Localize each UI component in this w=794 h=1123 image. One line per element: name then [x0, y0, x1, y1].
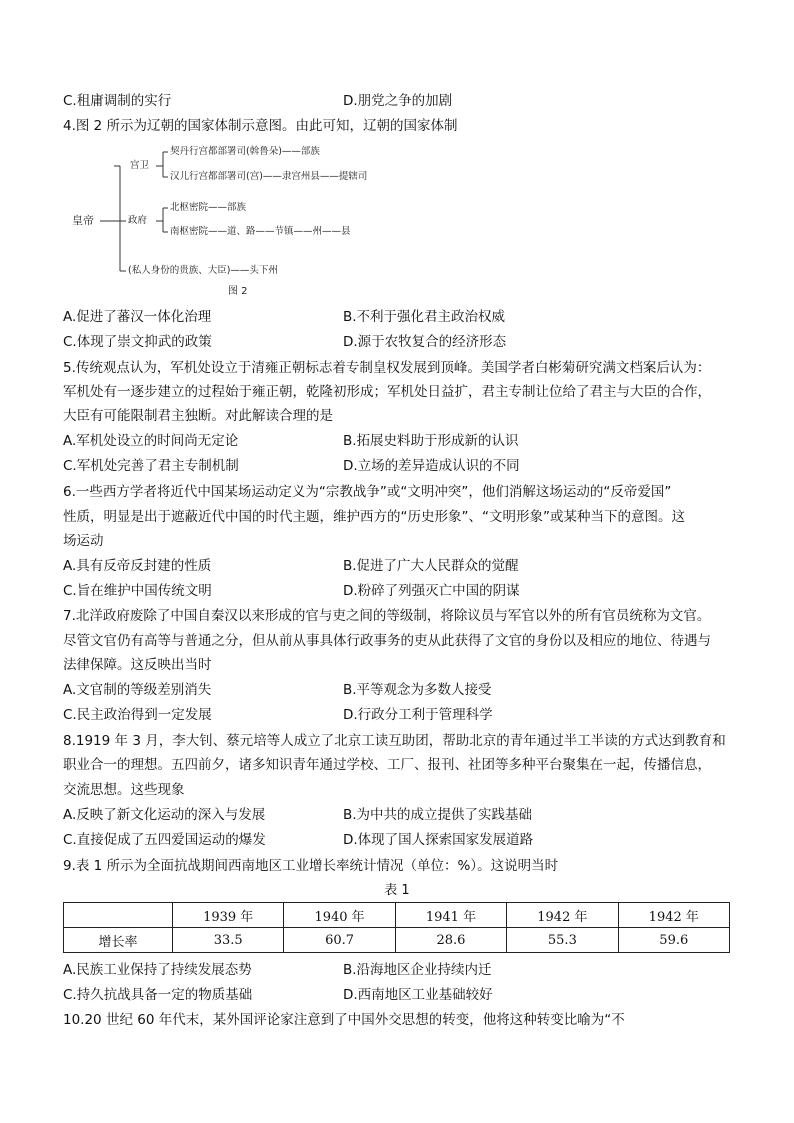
- q4-option-b: B.不利于强化君主政治权威: [343, 309, 506, 325]
- table-header-cell: 1939 年: [173, 903, 284, 928]
- table-cell: 28.6: [395, 928, 506, 953]
- table-header-cell: 1940 年: [284, 903, 395, 928]
- q4-option-a: A.促进了蕃汉一体化治理: [63, 309, 212, 325]
- q5-option-d: D.立场的差异造成认识的不同: [343, 458, 520, 474]
- q8-option-a: A.反映了新文化运动的深入与发展: [63, 807, 266, 823]
- q6-stem-line2: 性质，明显是出于遮蔽近代中国的时代主题，维护西方的“历史形象”、“文明形象”或某种当下的意图。这: [63, 509, 685, 525]
- diagram-branch-government: 政府: [128, 215, 148, 226]
- table-row: [64, 928, 730, 953]
- table-row-label: 增长率: [64, 928, 173, 953]
- q7-stem-line2: 尽管文官仍有高等与普通之分，但从前从事具体行政事务的吏从此获得了文官的身份以及相应的地位、待遇与: [63, 633, 711, 649]
- diagram-guard-han: 汉儿行宫都部署司(宫)——隶宫州县——提辖司: [170, 171, 368, 182]
- table-cell: 60.7: [284, 928, 395, 953]
- table-cell: 55.3: [507, 928, 618, 953]
- diagram-gov-north: 北枢密院——部族: [170, 202, 247, 213]
- q5-stem-line3: 大臣有可能限制君主独断。对此解读合理的是: [63, 408, 333, 424]
- table-caption: 表 1: [384, 883, 410, 898]
- q4-option-d: D.源于农牧复合的经济形态: [343, 334, 507, 350]
- q7-option-c: C.民主政治得到一定发展: [63, 707, 212, 723]
- q9-stem: 9.表 1 所示为全面抗战期间西南地区工业增长率统计情况（单位：%）。这说明当时: [63, 858, 559, 874]
- q6-option-a: A.具有反帝反封建的性质: [63, 558, 212, 574]
- q9-option-c: C.持久抗战具备一定的物质基础: [63, 987, 253, 1003]
- q10-stem-line1: 10.20 世纪 60 年代末，某外国评论家注意到了中国外交思想的转变，他将这种转变比喻为“不: [63, 1012, 625, 1028]
- prev-option-c: C.租庸调制的实行: [63, 93, 172, 109]
- q6-option-c: C.旨在维护中国传统文明: [63, 583, 212, 599]
- diagram-guard-khitan: 契丹行宫都部署司(斡鲁朵)——部族: [170, 146, 320, 157]
- growth-rate-table: [63, 902, 730, 953]
- q7-option-a: A.文官制的等级差别消失: [63, 682, 212, 698]
- table-header-row: [64, 903, 730, 928]
- diagram-branch-guard: 宫卫: [130, 160, 150, 171]
- q5-option-b: B.拓展史料助于形成新的认识: [343, 433, 519, 449]
- diagram-root-emperor: 皇帝: [72, 214, 94, 227]
- q4-stem: 4.图 2 所示为辽朝的国家体制示意图。由此可知，辽朝的国家体制: [63, 118, 458, 134]
- table-header-cell: 1941 年: [395, 903, 506, 928]
- q4-option-c: C.体现了崇文抑武的政策: [63, 334, 212, 350]
- q7-option-d: D.行政分工利于管理科学: [343, 707, 493, 723]
- table-header-cell: [64, 903, 173, 928]
- prev-option-d: D.朋党之争的加剧: [343, 93, 453, 109]
- q8-option-c: C.直接促成了五四爱国运动的爆发: [63, 832, 266, 848]
- table-header-cell: 1942 年: [618, 903, 729, 928]
- table-cell: 59.6: [618, 928, 729, 953]
- q8-stem-line2: 职业合一的理想。五四前夕，诸多知识青年通过学校、工厂、报刊、社团等多种平台聚集在一起，传播信息，: [63, 757, 711, 773]
- q8-option-b: B.为中共的成立提供了实践基础: [343, 807, 533, 823]
- table-header-cell: 1942 年: [507, 903, 618, 928]
- q9-option-d: D.西南地区工业基础较好: [343, 987, 493, 1003]
- q6-option-d: D.粉碎了列强灭亡中国的阴谋: [343, 583, 520, 599]
- liao-state-system-diagram: [60, 140, 420, 302]
- q9-option-b: B.沿海地区企业持续内迁: [343, 962, 492, 978]
- q8-stem-line3: 交流思想。这些现象: [63, 782, 185, 798]
- diagram-gov-south: 南枢密院——道、路——节镇——州——县: [170, 226, 351, 237]
- q9-option-a: A.民族工业保持了持续发展态势: [63, 962, 252, 978]
- q8-option-d: D.体现了国人探索国家发展道路: [343, 832, 534, 848]
- diagram-caption: 图 2: [228, 286, 248, 297]
- q6-stem-line3: 场运动: [63, 533, 104, 549]
- diagram-branch-private: (私人身份的贵族、大臣)——头下州: [128, 265, 278, 276]
- q6-stem-line1: 6.一些西方学者将近代中国某场运动定义为“宗教战争”或“文明冲突”，他们消解这场运动的“反帝爱国”: [63, 484, 672, 500]
- q7-stem-line1: 7.北洋政府废除了中国自秦汉以来形成的官与吏之间的等级制，将除议员与军官以外的所有官员统称为文官。: [63, 608, 711, 624]
- q5-option-a: A.军机处设立的时间尚无定论: [63, 433, 239, 449]
- table-cell: 33.5: [173, 928, 284, 953]
- q7-stem-line3: 法律保障。这反映出当时: [63, 657, 212, 673]
- q6-option-b: B.促进了广大人民群众的觉醒: [343, 558, 519, 574]
- q5-stem-line2: 军机处有一逐步建立的过程始于雍正朝，乾隆初形成；军机处日益扩，君主专制让位给了君主与大臣的合作，: [63, 384, 711, 400]
- q5-option-c: C.军机处完善了君主专制机制: [63, 458, 239, 474]
- q5-stem-line1: 5.传统观点认为，军机处设立于清雍正朝标志着专制皇权发展到顶峰。美国学者白彬菊研究满文档案后认为：: [63, 360, 711, 376]
- diagram-lines: [60, 140, 420, 302]
- q7-option-b: B.平等观念为多数人接受: [343, 682, 492, 698]
- q8-stem-line1: 8.1919 年 3 月，李大钊、蔡元培等人成立了北京工读互助团，帮助北京的青年通过半工半读的方式达到教育和: [63, 733, 726, 749]
